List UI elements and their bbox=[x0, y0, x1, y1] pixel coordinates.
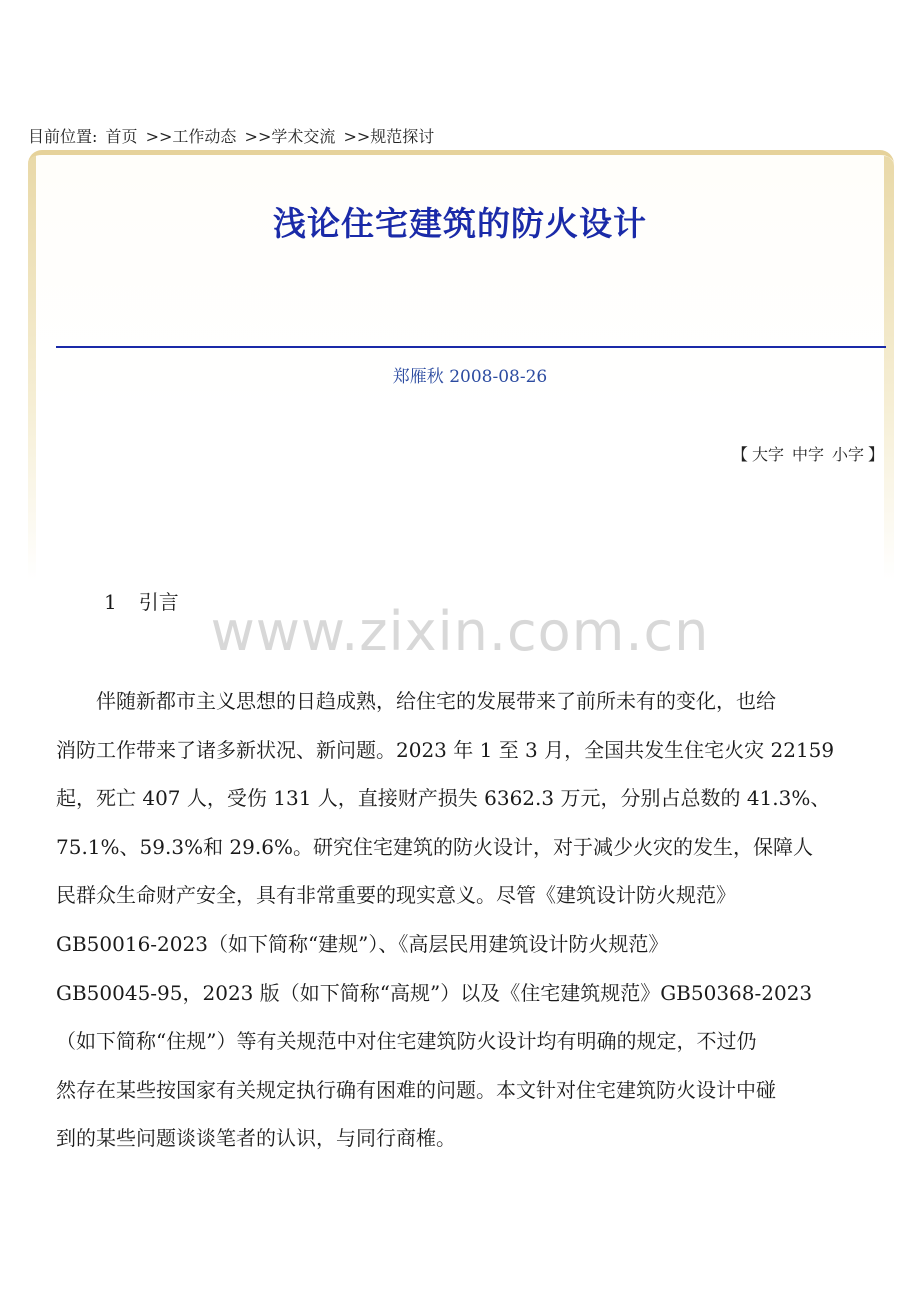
body-line: 起，死亡 407 人，受伤 131 人，直接财产损失 6362.3 万元，分别占总数的 41.3%、 bbox=[56, 786, 831, 811]
body-line: 消防工作带来了诸多新状况、新问题。2023 年 1 至 3 月，全国共发生住宅火灾 22159 bbox=[56, 737, 835, 762]
breadcrumb-news-link[interactable]: >>工作动态 bbox=[145, 127, 237, 146]
font-size-close-bracket: 】 bbox=[867, 445, 884, 464]
font-size-controls bbox=[732, 442, 884, 465]
font-size-medium-button[interactable]: 中字 bbox=[791, 445, 824, 464]
article-body bbox=[56, 677, 886, 1163]
breadcrumb-academic-link[interactable]: >>学术交流 bbox=[244, 127, 336, 146]
breadcrumb-home-link[interactable]: 首页 bbox=[105, 127, 138, 146]
body-line: 民群众生命财产安全，具有非常重要的现实意义。尽管《建筑设计防火规范》 bbox=[56, 883, 736, 908]
breadcrumb bbox=[28, 124, 437, 147]
watermark-text: www.zixin.com.cn bbox=[210, 600, 710, 663]
body-line: GB50016-2023（如下简称“建规”）、《高层民用建筑设计防火规范》 bbox=[56, 931, 669, 956]
section-number: 1 bbox=[104, 590, 117, 614]
body-line: 然存在某些按国家有关规定执行确有困难的问题。本文针对住宅建筑防火设计中碰 bbox=[56, 1077, 776, 1102]
breadcrumb-label: 目前位置: bbox=[28, 127, 98, 146]
title-divider bbox=[56, 346, 886, 348]
font-size-small-button[interactable]: 小字 bbox=[831, 445, 864, 464]
body-line: 75.1%、59.3%和 29.6%。研究住宅建筑的防火设计，对于减少火灾的发生，保障人 bbox=[56, 834, 813, 859]
article-byline bbox=[0, 362, 920, 387]
section-title: 引言 bbox=[138, 590, 179, 614]
body-line: 到的某些问题谈谈笔者的认识，与同行商榷。 bbox=[56, 1126, 456, 1151]
breadcrumb-code-link[interactable]: >>规范探讨 bbox=[343, 127, 435, 146]
body-line: （如下简称“住规”）等有关规范中对住宅建筑防火设计均有明确的规定，不过仍 bbox=[56, 1029, 757, 1054]
font-size-open-bracket: 【 bbox=[731, 445, 748, 464]
body-line: GB50045-95，2023 版（如下简称“高规”）以及《住宅建筑规范》GB50368-2023 bbox=[56, 980, 813, 1005]
article-author: 郑雁秋 bbox=[392, 367, 444, 387]
font-size-large-button[interactable]: 大字 bbox=[751, 445, 784, 464]
article-date: 2008-08-26 bbox=[449, 367, 548, 387]
body-line: 伴随新都市主义思想的日趋成熟，给住宅的发展带来了前所未有的变化，也给 bbox=[56, 689, 776, 713]
article-title: 浅论住宅建筑的防火设计 bbox=[273, 204, 647, 243]
